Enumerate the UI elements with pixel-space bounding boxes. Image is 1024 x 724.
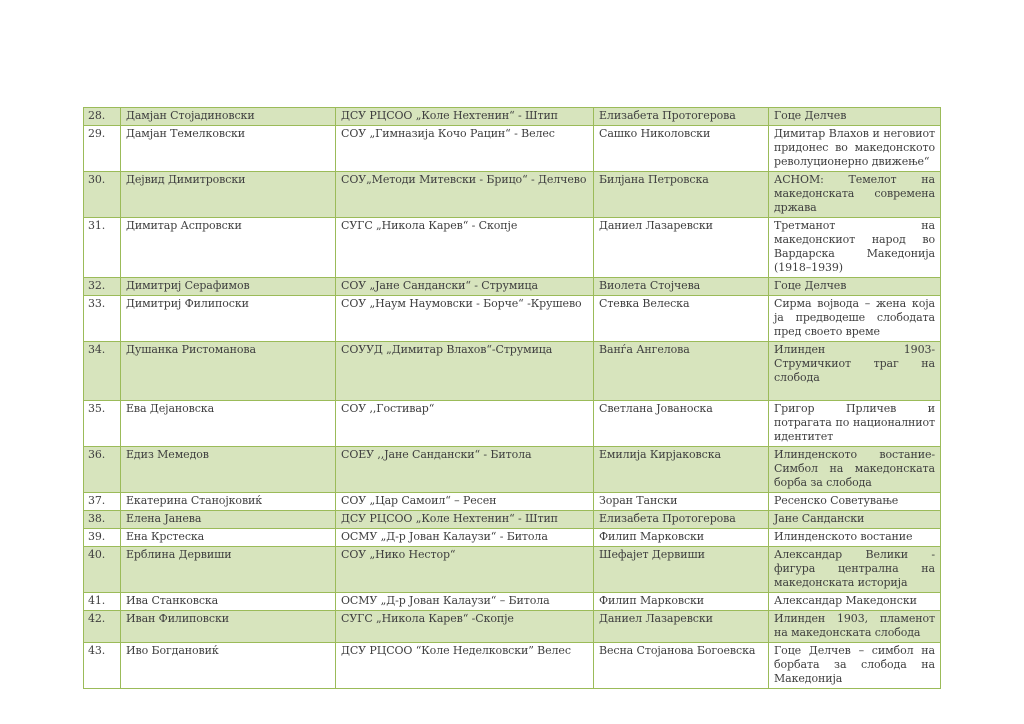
table-row xyxy=(84,643,941,689)
cell-mentor: Зоран Тански xyxy=(594,493,769,511)
table-row xyxy=(84,511,941,529)
cell-topic: Григор Прличев и потрагата по националниот идентитет xyxy=(769,401,941,447)
cell-mentor: Светлана Јованоска xyxy=(594,401,769,447)
table-row xyxy=(84,108,941,126)
cell-name: Дамјан Стојадиновски xyxy=(121,108,336,126)
cell-number: 39. xyxy=(84,529,121,547)
table-row xyxy=(84,611,941,643)
cell-name: Дамјан Темелковски xyxy=(121,126,336,172)
cell-topic: Јане Сандански xyxy=(769,511,941,529)
cell-school: СОУ „Наум Наумовски - Борче“ -Крушево xyxy=(336,296,594,342)
cell-mentor: Филип Марковски xyxy=(594,529,769,547)
cell-name: Ева Дејановска xyxy=(121,401,336,447)
table-row xyxy=(84,529,941,547)
cell-number: 32. xyxy=(84,278,121,296)
cell-number: 29. xyxy=(84,126,121,172)
cell-school: СУГС „Никола Карев“ - Скопје xyxy=(336,218,594,278)
cell-name: Ена Крстеска xyxy=(121,529,336,547)
cell-topic: Александар Велики - фигура централна на македонската историја xyxy=(769,547,941,593)
cell-topic: Илинден 1903- Струмичкиот траг на слобода xyxy=(769,342,941,401)
cell-mentor: Даниел Лазаревски xyxy=(594,218,769,278)
cell-topic: Димитар Влахов и неговиот придонес во македонското револуционерно движење“ xyxy=(769,126,941,172)
cell-school: ДСУ РЦСОО “Коле Неделковски” Велес xyxy=(336,643,594,689)
table-row xyxy=(84,447,941,493)
table-row xyxy=(84,342,941,401)
table-row xyxy=(84,401,941,447)
cell-mentor: Виолета Стојчева xyxy=(594,278,769,296)
cell-mentor: Шефајет Дервиши xyxy=(594,547,769,593)
cell-topic: Гоце Делчев xyxy=(769,108,941,126)
cell-school: ДСУ РЦСОО „Коле Нехтенин“ - Штип xyxy=(336,108,594,126)
cell-school: ОСМУ „Д-р Јован Калаузи“ - Битола xyxy=(336,529,594,547)
table-row xyxy=(84,172,941,218)
cell-mentor: Весна Стојанова Богоевска xyxy=(594,643,769,689)
table-row xyxy=(84,218,941,278)
cell-number: 30. xyxy=(84,172,121,218)
cell-name: Иво Богдановиќ xyxy=(121,643,336,689)
cell-number: 41. xyxy=(84,593,121,611)
table-row xyxy=(84,593,941,611)
cell-school: СОЕУ ,,Јане Сандански“ - Битола xyxy=(336,447,594,493)
cell-topic: Илинденското востание xyxy=(769,529,941,547)
table-row xyxy=(84,493,941,511)
table-row xyxy=(84,296,941,342)
cell-school: СОУ „Цар Самоил“ – Ресен xyxy=(336,493,594,511)
cell-mentor: Емилија Кирјаковска xyxy=(594,447,769,493)
table-row xyxy=(84,126,941,172)
table-row xyxy=(84,278,941,296)
cell-topic: Сирма војвода – жена која ја предводеше слободата пред своето време xyxy=(769,296,941,342)
cell-school: СОУ ,,Гостивар“ xyxy=(336,401,594,447)
cell-topic: Илинден 1903, пламенот на македонската слобода xyxy=(769,611,941,643)
cell-topic: Илинденското востание- Симбол на македонската борба за слобода xyxy=(769,447,941,493)
cell-mentor: Даниел Лазаревски xyxy=(594,611,769,643)
cell-topic: Гоце Делчев – симбол на борбата за слобода на Македонија xyxy=(769,643,941,689)
cell-name: Димитриј Филипоски xyxy=(121,296,336,342)
cell-school: СОУ „Гимназија Кочо Рацин“ - Велес xyxy=(336,126,594,172)
cell-number: 36. xyxy=(84,447,121,493)
cell-number: 33. xyxy=(84,296,121,342)
cell-school: ДСУ РЦСОО „Коле Нехтенин“ - Штип xyxy=(336,511,594,529)
cell-school: ОСМУ „Д-р Јован Калаузи“ – Битола xyxy=(336,593,594,611)
cell-name: Душанка Ристоманова xyxy=(121,342,336,401)
cell-name: Димитриј Серафимов xyxy=(121,278,336,296)
cell-number: 38. xyxy=(84,511,121,529)
cell-number: 40. xyxy=(84,547,121,593)
cell-name: Екатерина Станојковиќ xyxy=(121,493,336,511)
cell-mentor: Елизабета Протогерова xyxy=(594,108,769,126)
cell-number: 35. xyxy=(84,401,121,447)
cell-name: Елена Јанева xyxy=(121,511,336,529)
cell-number: 28. xyxy=(84,108,121,126)
cell-mentor: Билјана Петровска xyxy=(594,172,769,218)
cell-topic: Третманот на македонскиот народ во Вардарска Македонија (1918–1939) xyxy=(769,218,941,278)
cell-number: 31. xyxy=(84,218,121,278)
cell-topic: Ресенско Советување xyxy=(769,493,941,511)
cell-mentor: Сашко Николовски xyxy=(594,126,769,172)
cell-mentor: Елизабета Протогерова xyxy=(594,511,769,529)
cell-school: СОУ „Јане Сандански“ - Струмица xyxy=(336,278,594,296)
cell-mentor: Филип Марковски xyxy=(594,593,769,611)
cell-topic: Гоце Делчев xyxy=(769,278,941,296)
cell-school: СОУ „Нико Нестор“ xyxy=(336,547,594,593)
cell-school: СОУУД „Димитар Влахов“-Струмица xyxy=(336,342,594,401)
cell-topic: Александар Македонски xyxy=(769,593,941,611)
cell-mentor: Ванѓа Ангелова xyxy=(594,342,769,401)
cell-name: Едиз Мемедов xyxy=(121,447,336,493)
cell-name: Дејвид Димитровски xyxy=(121,172,336,218)
cell-topic: АСНОМ: Темелот на македонската современа држава xyxy=(769,172,941,218)
cell-name: Ива Станковска xyxy=(121,593,336,611)
cell-name: Димитар Аспровски xyxy=(121,218,336,278)
cell-number: 43. xyxy=(84,643,121,689)
cell-name: Иван Филиповски xyxy=(121,611,336,643)
results-table-body xyxy=(84,108,941,689)
cell-number: 34. xyxy=(84,342,121,401)
cell-school: СОУ„Методи Митевски - Брицо“ - Делчево xyxy=(336,172,594,218)
cell-school: СУГС „Никола Карев“ -Скопје xyxy=(336,611,594,643)
cell-number: 42. xyxy=(84,611,121,643)
cell-mentor: Стевка Велеска xyxy=(594,296,769,342)
cell-number: 37. xyxy=(84,493,121,511)
table-row xyxy=(84,547,941,593)
cell-name: Ерблина Дервиши xyxy=(121,547,336,593)
results-table xyxy=(83,107,941,689)
